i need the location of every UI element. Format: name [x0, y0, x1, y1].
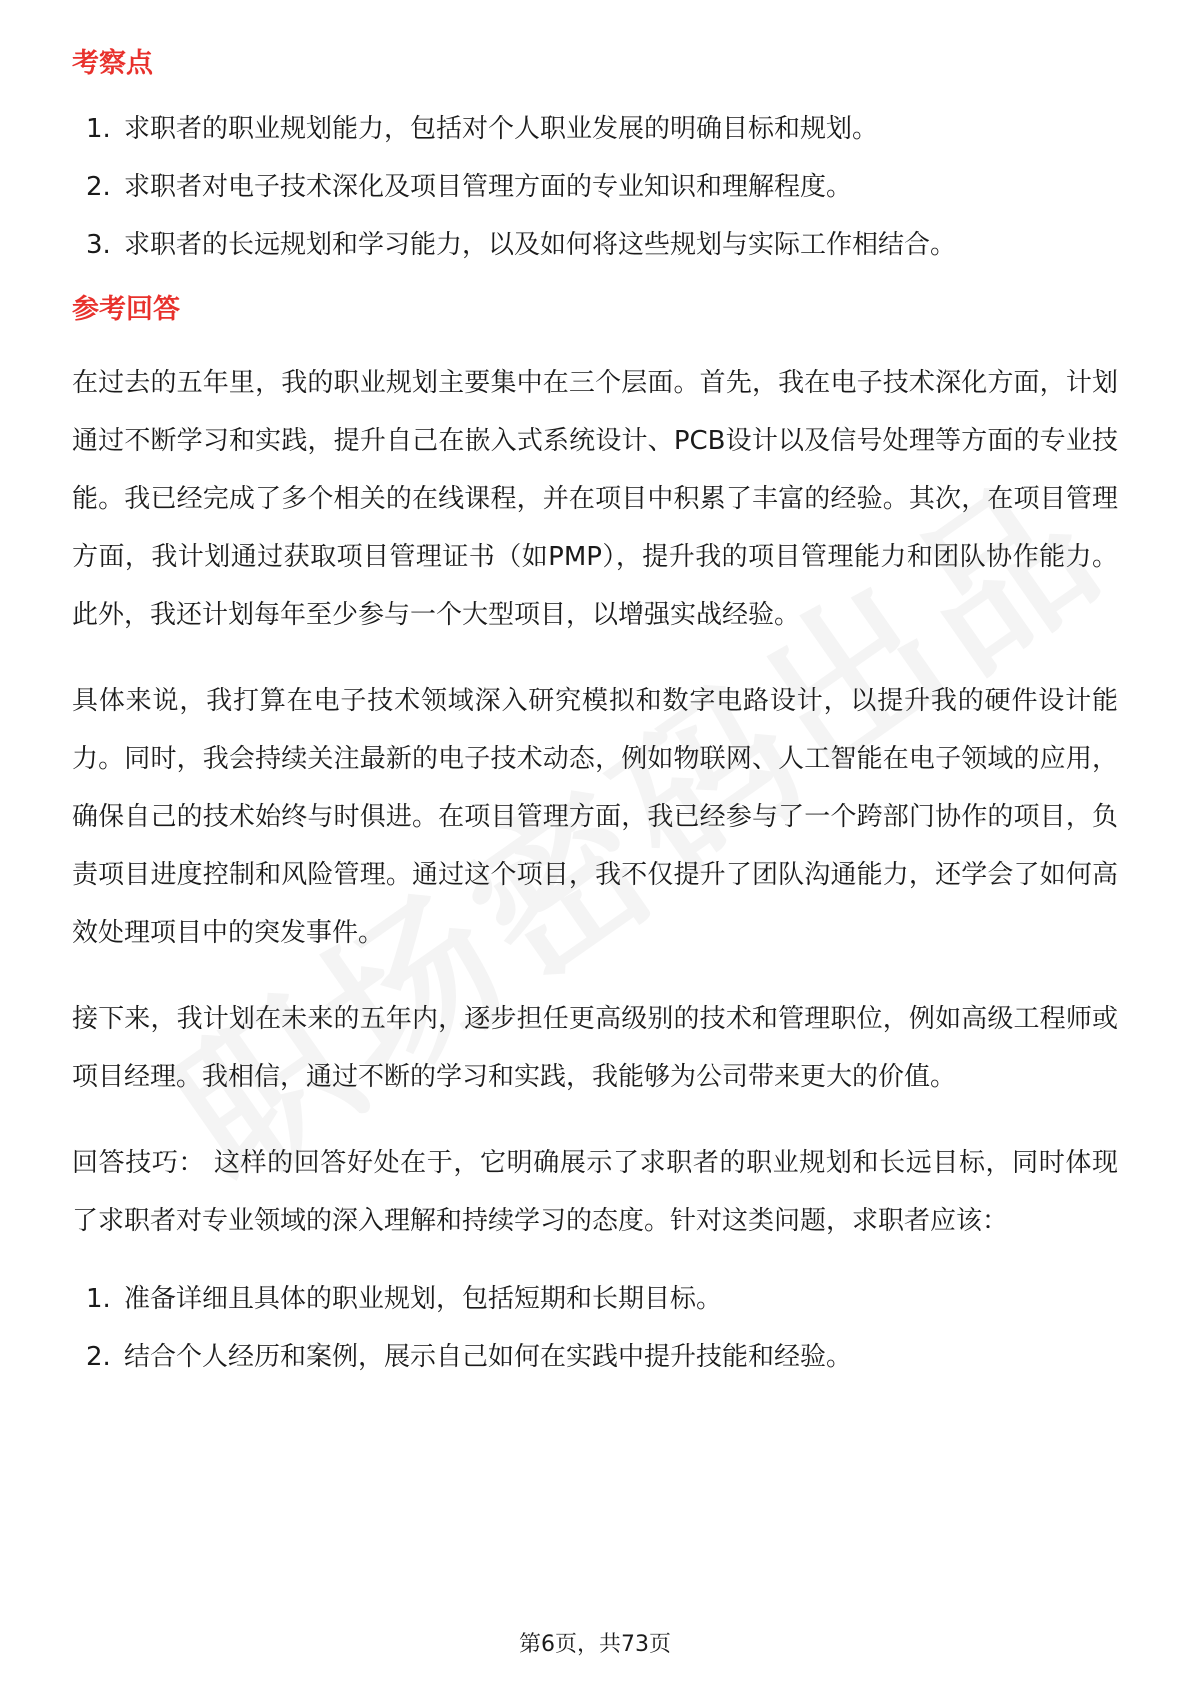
focus-list [72, 100, 1118, 274]
page-footer [0, 1630, 1190, 1660]
list-item [72, 1328, 1118, 1386]
list-text: 结合个人经历和案例，展示自己如何在实践中提升技能和经验。 [124, 1342, 853, 1372]
answer-paragraph: 在过去的五年里，我的职业规划主要集中在三个层面。首先，我在电子技术深化方面，计划通过不断学习和实践，提升自己在嵌入式系统设计、PCB设计以及信号处理等方面的专业技能。我已经完成了多个相关的在线课程，并在项目中积累了丰富的经验。其次，在项目管理方面，我计划通过获取项目管理证书（如PMP），提升我的项目管理能力和团队协作能力。此外，我还计划每年至少参与一个大型项目，以增强实战经验。 [72, 368, 1118, 630]
list-item [72, 1270, 1118, 1328]
page-number: 第6页，共73页 [519, 1632, 671, 1657]
focus-heading: 考察点 [72, 48, 153, 79]
list-item [72, 216, 1118, 274]
answer-tips-paragraph: 回答技巧： 这样的回答好处在于，它明确展示了求职者的职业规划和长远目标，同时体现了求职者对专业领域的深入理解和持续学习的态度。针对这类问题，求职者应该： [72, 1148, 1118, 1236]
tips-list [72, 1270, 1118, 1386]
list-number: 1. [86, 1284, 111, 1314]
answer-paragraph: 具体来说，我打算在电子技术领域深入研究模拟和数字电路设计，以提升我的硬件设计能力。同时，我会持续关注最新的电子技术动态，例如物联网、人工智能在电子领域的应用，确保自己的技术始终与时俱进。在项目管理方面，我已经参与了一个跨部门协作的项目，负责项目进度控制和风险管理。通过这个项目，我不仅提升了团队沟通能力，还学会了如何高效处理项目中的突发事件。 [72, 686, 1118, 948]
list-number: 1. [86, 114, 111, 144]
answer-paragraph: 接下来，我计划在未来的五年内，逐步担任更高级别的技术和管理职位，例如高级工程师或项目经理。我相信，通过不断的学习和实践，我能够为公司带来更大的价值。 [72, 1004, 1118, 1092]
list-text: 求职者对电子技术深化及项目管理方面的专业知识和理解程度。 [124, 172, 853, 202]
list-number: 3. [86, 230, 111, 260]
list-text: 求职者的职业规划能力，包括对个人职业发展的明确目标和规划。 [124, 114, 879, 144]
list-number: 2. [86, 172, 111, 202]
list-text: 准备详细且具体的职业规划，包括短期和长期目标。 [124, 1284, 723, 1314]
page-content [72, 44, 1118, 1386]
list-number: 2. [86, 1342, 111, 1372]
answer-heading: 参考回答 [72, 294, 180, 325]
list-item [72, 158, 1118, 216]
list-text: 求职者的长远规划和学习能力，以及如何将这些规划与实际工作相结合。 [124, 230, 957, 260]
list-item [72, 100, 1118, 158]
